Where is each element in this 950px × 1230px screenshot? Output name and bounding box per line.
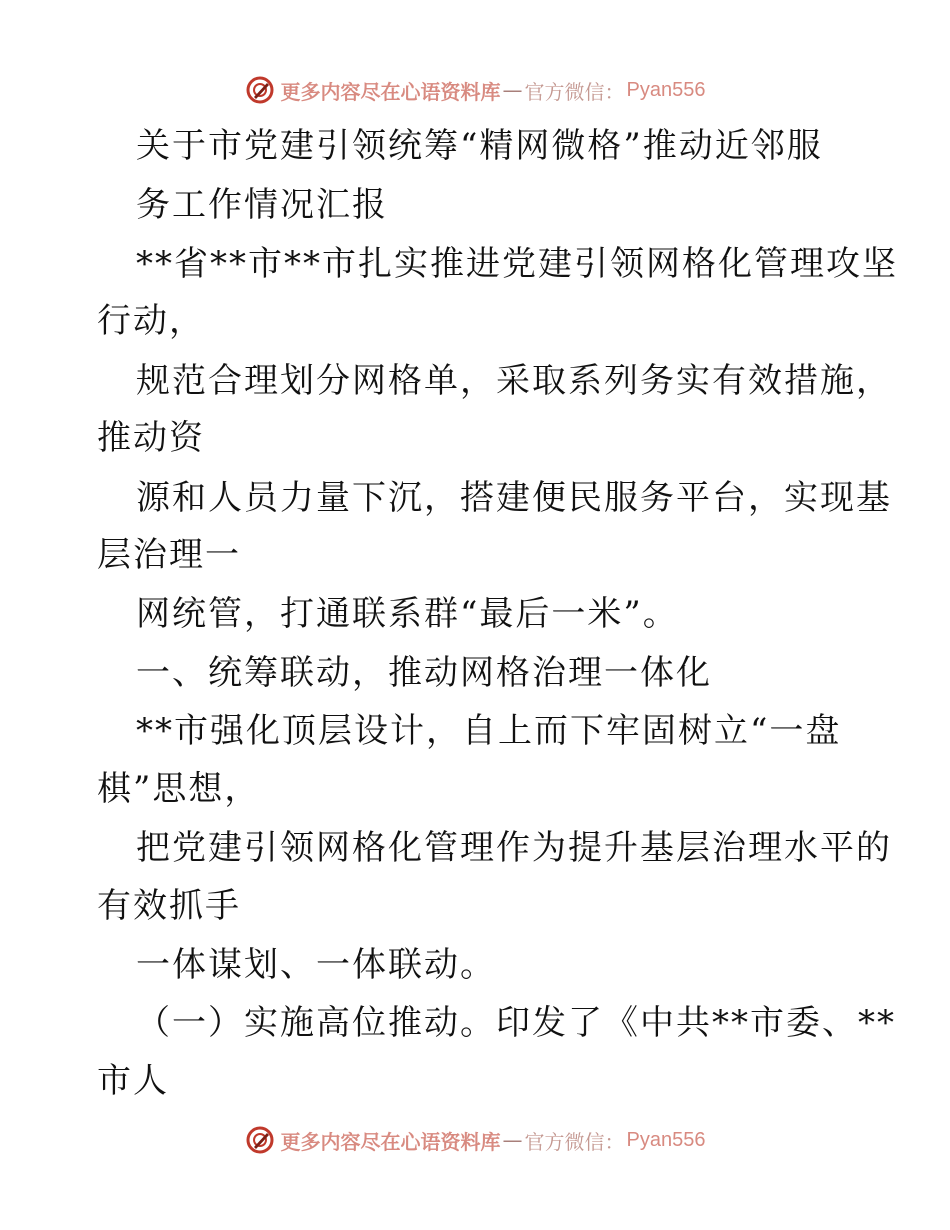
subsection-heading: （一）实施高位推动。印发了《中共**市委、** [136,1003,896,1043]
doc-line: 把党建引领网格化管理作为提升基层治理水平的 [136,828,892,868]
doc-line: 行动， [97,301,205,341]
doc-line: 层治理一 [97,535,241,575]
doc-line: 源和人员力量下沉，搭建便民服务平台，实现基 [136,478,892,518]
doc-line: 有效抓手 [97,886,241,926]
doc-line: 规范合理划分网格单，采取系列务实有效措施， [136,361,892,401]
footer-brand-text: 更多内容尽在心语资料库 [280,1129,501,1154]
doc-line: 一体谋划、一体联动。 [136,945,496,985]
doc-line: **省**市**市扎实推进党建引领网格化管理攻坚 [136,244,898,284]
footer-wechat-id: Pyan556 [626,1128,706,1151]
footer-separator: — [502,1128,523,1152]
doc-line: **市强化顶层设计，自上而下牢固树立“一盘 [136,711,842,751]
footer-banner [0,1120,950,1160]
header-banner [0,70,950,110]
doc-line: 棋”思想， [97,769,261,809]
header-wechat-label: 官方微信： [524,79,625,104]
header-separator: — [502,78,523,102]
doc-title-line-1: 关于市党建引领统筹“精网微格”推动近邻服 [136,126,823,166]
doc-title-line-2: 务工作情况汇报 [136,185,388,225]
footer-wechat-label: 官方微信： [524,1129,625,1154]
doc-line: 网统管，打通联系群“最后一米”。 [136,594,679,634]
doc-line: 推动资 [97,418,205,458]
header-wechat-id: Pyan556 [626,78,706,101]
header-brand-text: 更多内容尽在心语资料库 [280,79,501,104]
brand-logo-icon [245,75,275,105]
doc-line: 市人 [97,1061,169,1101]
brand-logo-icon [245,1125,275,1155]
section-heading: 一、统筹联动，推动网格治理一体化 [136,653,712,693]
